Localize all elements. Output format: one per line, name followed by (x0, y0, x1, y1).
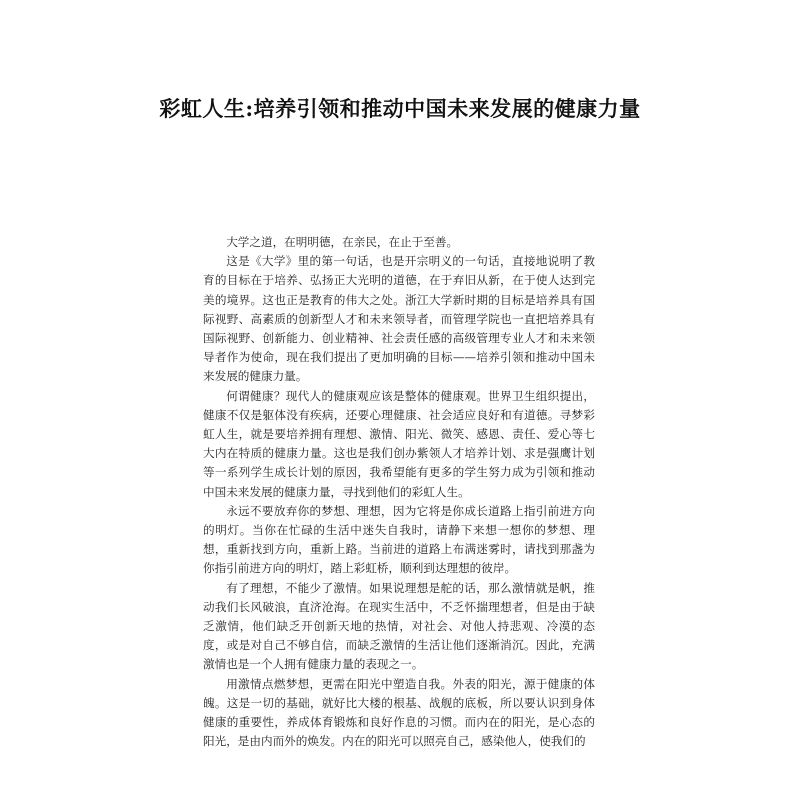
paragraph: 这是《大学》里的第一句话，也是开宗明义的一句话，直接地说明了教育的目标在于培养、弘扬正大光明的道德，在于弃旧从新，在于使人达到完美的境界。这也正是教育的伟大之处。浙江大学新时期的目标是培养具有国际视野、高素质的创新型人才和未来领导者，而管理学院也一直把培养具有国际视野、创新能力、创业精神、社会责任感的高级管理专业人才和未来领导者作为使命，现在我们提出了更加明确的目标——培养引领和推动中国未来发展的健康力量。 (203, 254, 595, 384)
paragraph: 有了理想，不能少了激情。如果说理想是舵的话，那么激情就是帆，推动我们长风破浪，直济沧海。在现实生活中，不乏怀揣理想者，但是由于缺乏激情，他们缺乏开创新天地的热情，对社会、对他人持悲观、冷漠的态度，或是对自己不够自信，而缺乏激情的生活让他们逐渐消沉。因此，充满激情也是一个人拥有健康力量的表现之一。 (203, 580, 595, 672)
paragraph: 何谓健康？现代人的健康观应该是整体的健康观。世界卫生组织提出，健康不仅是躯体没有疾病，还要心理健康、社会适应良好和有道德。寻梦彩虹人生，就是要培养拥有理想、激情、阳光、微笑、感恩、责任、爱心等七大内在特质的健康力量。这也是我们创办紫领人才培养计划、求是强鹰计划等一系列学生成长计划的原因，我希望能有更多的学生努力成为引领和推动中国未来发展的健康力量，寻找到他们的彩虹人生。 (203, 388, 595, 499)
body-text (203, 233, 595, 751)
paragraph: 大学之道，在明明德，在亲民，在止于至善。 (226, 235, 459, 249)
page-title: 彩虹人生:培养引领和推动中国未来发展的健康力量 (159, 96, 641, 121)
paragraph: 用激情点燃梦想，更需在阳光中塑造自我。外表的阳光，源于健康的体魄。这是一切的基础，就好比大楼的根基、战舰的底板，所以要认识到身体健康的重要性，养成体育锻炼和良好作息的习惯。而内在的阳光，是心态的阳光，是由内而外的焕发。内在的阳光可以照亮自己，感染他人，使我们的 (203, 676, 595, 749)
paragraph: 永远不要放弃你的梦想、理想，因为它将是你成长道路上指引前进方向的明灯。当你在忙碌的生活中迷失自我时，请静下来想一想你的梦想、理想，重新找到方向，重新上路。当前进的道路上布满迷雾时，请找到那盏为你指引前进方向的明灯，踏上彩虹桥，顺利到达理想的彼岸。 (203, 503, 595, 576)
